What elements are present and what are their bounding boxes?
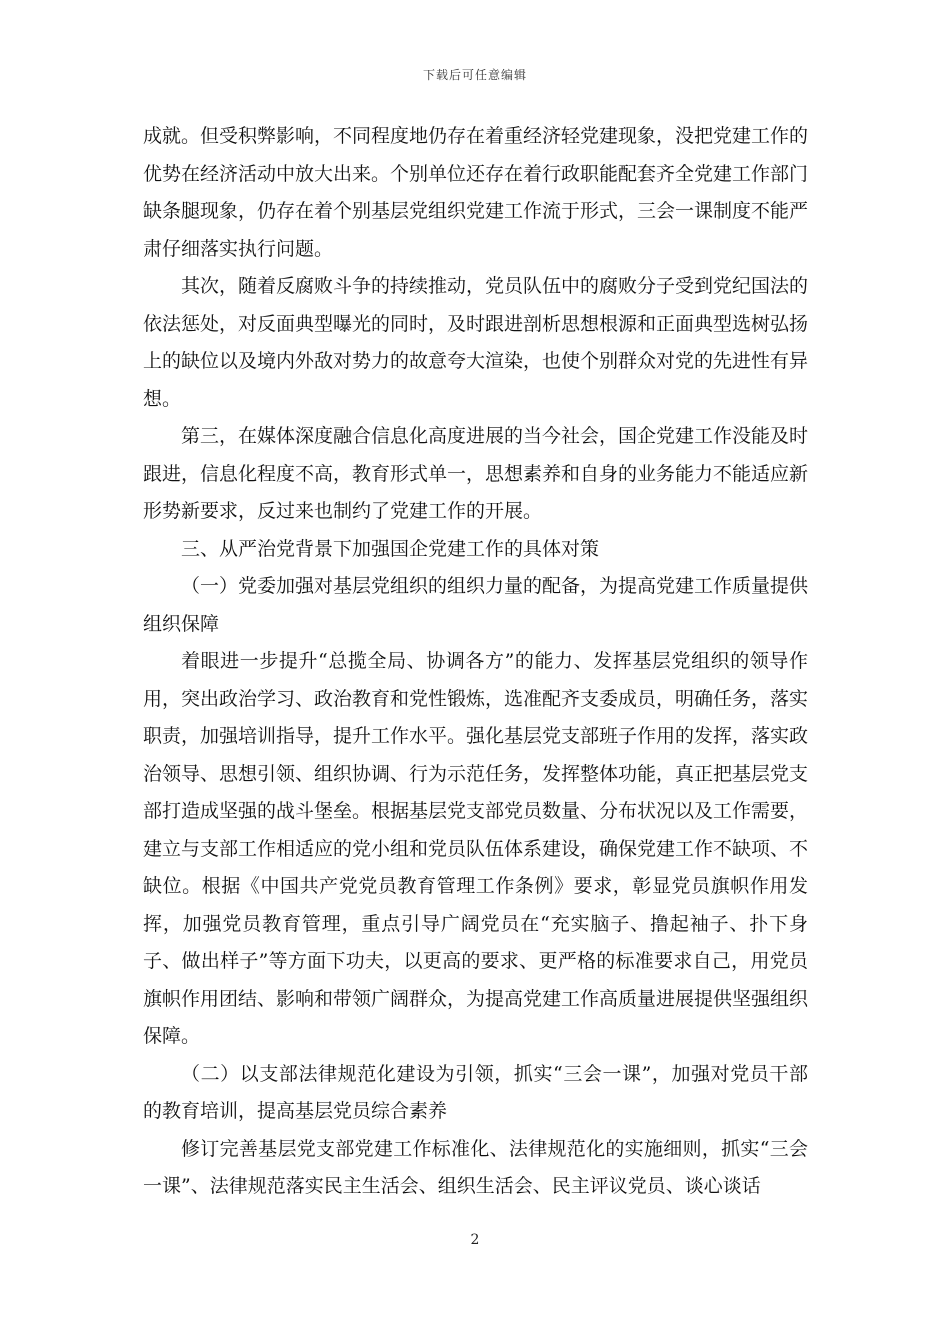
paragraph-subsection-1-body: 着眼进一步提升“总揽全局、协调各方”的能力、发挥基层党组织的领导作用，突出政治学习、政治教育和党性锻炼，选准配齐支委成员，明确任务，落实职责，加强培训指导，提升工作水平。强化基层党支部班子作用的发挥，落实政治领导、思想引领、组织协调、行为示范任务，发挥整体功能，真正把基层党支部打造成坚强的战斗堡垒。根据基层党支部党员数量、分布状况以及工作需要，建立与支部工作相适应的党小组和党员队伍体系建设，确保党建工作不缺项、不缺位。根据《中国共产党党员教育管理工作条例》要求，彰显党员旗帜作用发挥，加强党员教育管理，重点引导广阔党员在“充实脑子、撸起袖子、扑下身子、做出样子”等方面下功夫，以更高的要求、更严格的标准要求自己，用党员旗帜作用团结、影响和带领广阔群众，为提高党建工作高质量进展提供坚强组织保障。	[143, 650, 809, 1047]
paragraph-subsection-2-body: 修订完善基层党支部党建工作标准化、法律规范化的实施细则，抓实“三会一课”、法律规范落实民主生活会、组织生活会、民主评议党员、谈心谈话	[143, 1137, 808, 1197]
subsection-heading-1: （一）党委加强对基层党组织的组织力量的配备，为提高党建工作质量提供组织保障	[143, 575, 809, 635]
page-number: 2	[470, 1232, 480, 1248]
page-header: 下载后可任意编辑	[422, 68, 527, 82]
section-heading: 三、从严治党背景下加强国企党建工作的具体对策	[181, 537, 600, 560]
document-body	[143, 118, 808, 1206]
paragraph-third-point: 第三，在媒体深度融合信息化高度进展的当今社会，国企党建工作没能及时跟进，信息化程度不高，教育形式单一，思想素养和自身的业务能力不能适应新形势新要求，反过来也制约了党建工作的开展。	[143, 425, 809, 522]
subsection-heading-2: （二）以支部法律规范化建设为引领，抓实“三会一课”，加强对党员干部的教育培训，提高基层党员综合素养	[143, 1062, 808, 1122]
paragraph-continuation: 成就。但受积弊影响，不同程度地仍存在着重经济轻党建现象，没把党建工作的优势在经济活动中放大出来。个别单位还存在着行政职能配套齐全党建工作部门缺条腿现象，仍存在着个别基层党组织党建工作流于形式，三会一课制度不能严肃仔细落实执行问题。	[143, 125, 809, 260]
paragraph-second-point: 其次，随着反腐败斗争的持续推动，党员队伍中的腐败分子受到党纪国法的依法惩处，对反面典型曝光的同时，及时跟进剖析思想根源和正面典型选树弘扬上的缺位以及境内外敌对势力的故意夸大渲染，也使个别群众对党的先进性有异想。	[143, 275, 809, 410]
